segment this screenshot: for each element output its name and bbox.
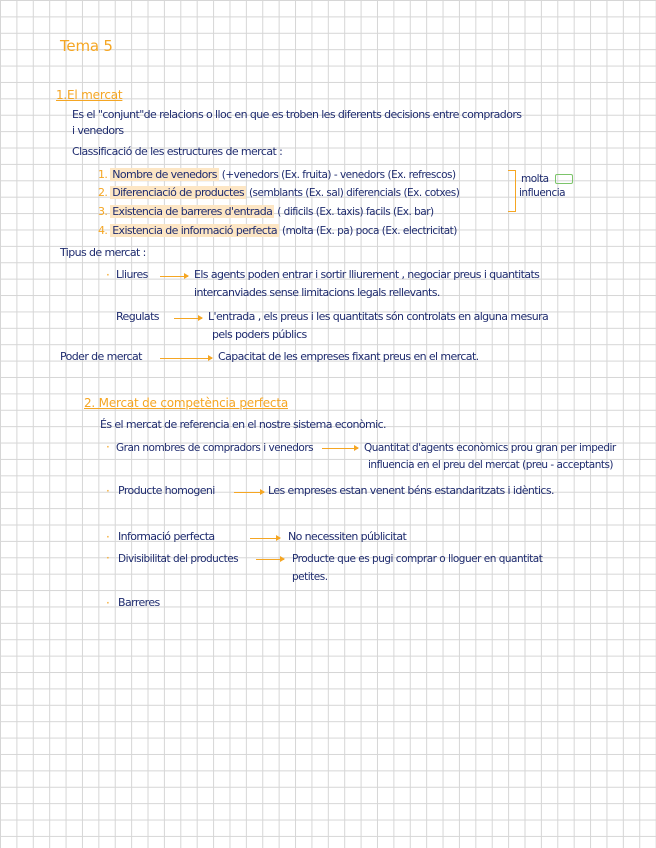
- bullet-icon: ·: [106, 530, 110, 544]
- criterion-1: [98, 168, 456, 182]
- arrow-icon: [322, 448, 358, 449]
- green-tag-icon: [555, 174, 573, 184]
- item-line1: Quantitat d'agents econòmics prou gran per impedir: [364, 442, 616, 454]
- item-label: Informació perfecta: [118, 530, 215, 543]
- arrow-icon: [256, 559, 284, 560]
- criterion-3: [98, 205, 434, 219]
- item-label: Divisibilitat del productes: [118, 553, 239, 565]
- bracket-note-line1: molta: [521, 172, 573, 186]
- item-line1: Producte que es pugi comprar o lloguer en quantitat: [292, 553, 543, 565]
- free-line2: intercanviades sense limitacions legals rellevants.: [194, 286, 440, 299]
- section2-intro: És el mercat de referencia en el nostre sistema econòmic.: [100, 418, 386, 431]
- bullet-icon: ·: [106, 551, 110, 565]
- criterion-detail: ( dificils (Ex. taxis) facils (Ex. bar): [277, 206, 434, 218]
- criterion-2: [98, 186, 459, 200]
- regulated-line1: L'entrada , els preus i les quantitats són controlats en alguna mesura: [208, 310, 549, 323]
- definition-line2: i venedors: [72, 124, 124, 137]
- criteria-bracket: [508, 170, 516, 212]
- criterion-num: 4.: [98, 224, 108, 237]
- item-label: Gran nombres de compradors i venedors: [116, 442, 314, 454]
- definition-line1: Es el "conjunt"de relacions o lloc en que es troben les diferents decisions entre compradors: [72, 108, 522, 121]
- criterion-num: 1.: [98, 168, 108, 181]
- criterion-label: Existencia de barreres d'entrada: [112, 205, 273, 218]
- bullet-icon: ·: [106, 268, 110, 282]
- section2-heading: 2. Mercat de competència perfecta: [84, 396, 288, 410]
- criterion-label: Nombre de venedors: [112, 168, 217, 181]
- item-line1: No necessiten públicitat: [288, 530, 407, 543]
- classification-heading: Classificació de les estructures de mercat :: [72, 145, 283, 158]
- arrow-icon: [174, 318, 202, 319]
- criterion-detail: (semblants (Ex. sal) diferencials (Ex. cotxes): [248, 187, 460, 199]
- criterion-label: Existencia de informació perfecta: [112, 224, 278, 237]
- section1-heading: 1.El mercat: [56, 88, 123, 102]
- arrow-icon: [160, 358, 212, 359]
- types-heading: Tipus de mercat :: [60, 246, 146, 259]
- market-power-label: Poder de mercat: [60, 350, 142, 363]
- item-label: Producte homogeni: [118, 484, 215, 497]
- bullet-icon: ·: [106, 440, 110, 454]
- page-title: Tema 5: [60, 37, 113, 55]
- criterion-detail: (molta (Ex. pa) poca (Ex. electricitat): [281, 225, 457, 237]
- bullet-icon: ·: [106, 484, 110, 498]
- market-power-text: Capacitat de les empreses fixant preus en el mercat.: [218, 350, 479, 363]
- arrow-icon: [234, 492, 264, 493]
- regulated-line2: pels poders públics: [212, 328, 307, 341]
- item-label: Barreres: [118, 596, 160, 609]
- item-line2: petites.: [292, 571, 328, 583]
- criterion-num: 3.: [98, 205, 108, 218]
- arrow-icon: [250, 538, 280, 539]
- criterion-label: Diferenciació de productes: [112, 186, 245, 199]
- free-line1: Els agents poden entrar i sortir lliurement , negociar preus i quantitats: [194, 268, 540, 281]
- bracket-note-line2: influencia: [519, 187, 566, 199]
- item-line2: influencia en el preu del mercat (preu - acceptants): [368, 459, 614, 471]
- regulated-label: Regulats: [116, 310, 159, 323]
- arrow-icon: [160, 276, 188, 277]
- criterion-4: [98, 224, 457, 238]
- bullet-icon: ·: [106, 596, 110, 610]
- item-line1: Les empreses estan venent béns estandaritzats i idèntics.: [268, 484, 554, 497]
- criterion-detail: (+venedors (Ex. fruita) - venedors (Ex. refrescos): [221, 169, 456, 181]
- criterion-num: 2.: [98, 186, 108, 199]
- free-label: Lliures: [116, 268, 148, 281]
